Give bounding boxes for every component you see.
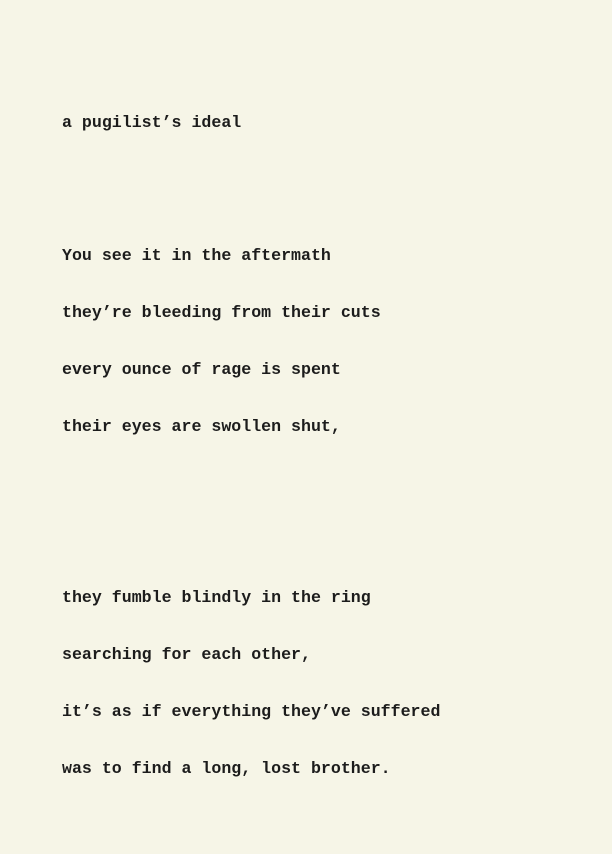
- poem-line: they’re bleeding from their cuts: [62, 303, 381, 322]
- poem-stanza-2: [62, 550, 440, 816]
- poem-text-block: [62, 75, 440, 854]
- poem-title: a pugilist’s ideal: [62, 113, 242, 132]
- poem-line: they fumble blindly in the ring: [62, 588, 371, 607]
- poem-line: You see it in the aftermath: [62, 246, 331, 265]
- poem-line: searching for each other,: [62, 645, 311, 664]
- poem-line: it’s as if everything they’ve suffered: [62, 702, 441, 721]
- poem-line: their eyes are swollen shut,: [62, 417, 341, 436]
- poem-stanza-1: [62, 208, 440, 474]
- poem-line: was to find a long, lost brother.: [62, 759, 391, 778]
- poem-line: every ounce of rage is spent: [62, 360, 341, 379]
